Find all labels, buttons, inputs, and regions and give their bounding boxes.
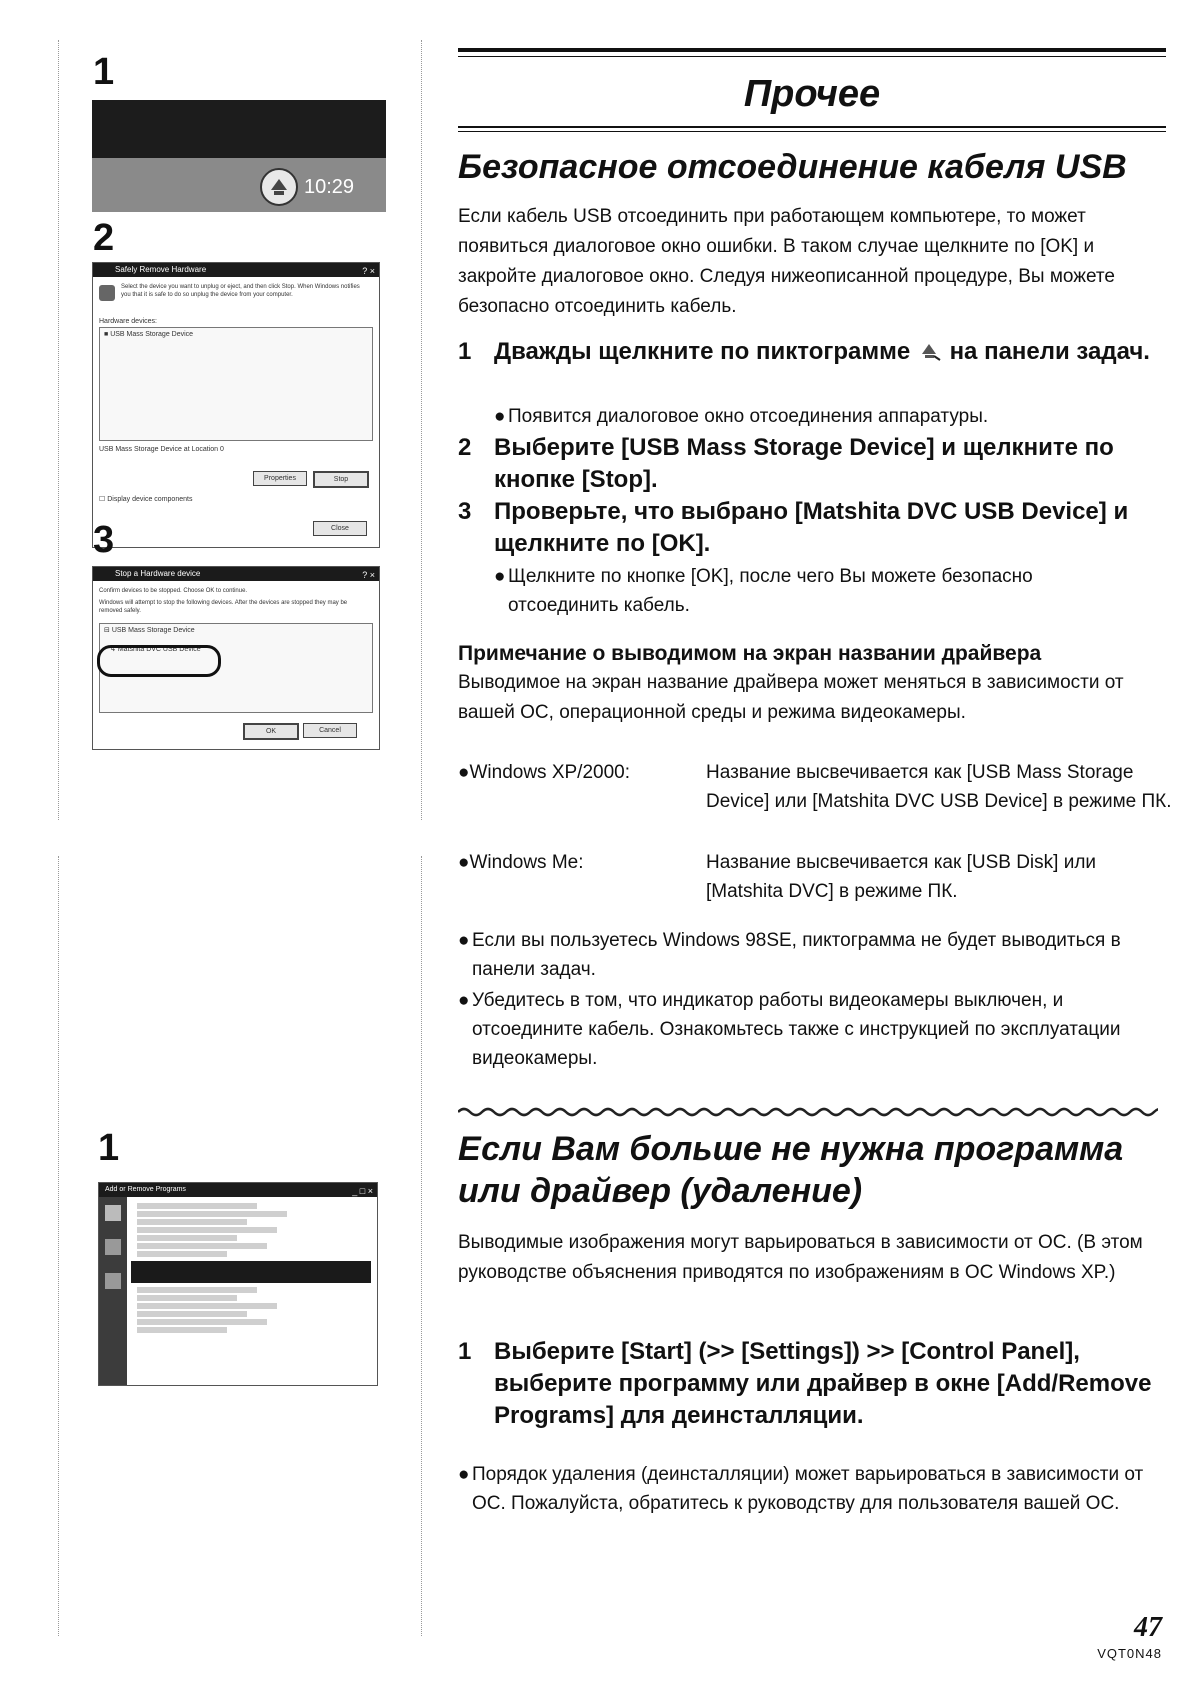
title-buttons[interactable]: _ □ × xyxy=(352,1186,373,1196)
os-description: Название высвечивается как [USB Disk] или [Matshita DVC] в режиме ПК. xyxy=(706,852,1097,902)
usb-intro: Если кабель USB отсоединить при работающем компьютере, то может появиться диалоговое окно ошибки. В таком случае щелкните по [OK] и закройте диалоговое окно. Следуя нижеописанной процедуре, Вы можете безопасно отсоединить кабель. xyxy=(458,206,1115,317)
uninstall-step-1 xyxy=(458,1336,1173,1432)
top-rule-thin xyxy=(458,56,1166,57)
taskbar-clock: 10:29 xyxy=(304,176,355,198)
dialog-instruction: Select the device you want to unplug or eject, and then click Stop. When Windows notifies you that it is safe to do so unplug the device from your computer. xyxy=(121,284,360,298)
dialog-title-bar xyxy=(93,567,379,581)
properties-button[interactable]: Properties xyxy=(253,471,307,486)
step-number: 3 xyxy=(93,519,115,561)
step1-note: ● Появится диалоговое окно отсоединения аппаратуры. xyxy=(494,406,989,427)
device-status: USB Mass Storage Device at Location 0 xyxy=(99,446,224,453)
add-remove-programs-screenshot xyxy=(98,1182,378,1386)
document-code: VQT0N48 xyxy=(1097,1646,1162,1661)
step-number: 2 xyxy=(93,217,115,259)
step3-note: ● Щелкните по кнопке [OK], после чего Вы можете безопасно отсоединить кабель. xyxy=(494,566,1033,616)
uninstall-heading: Если Вам больше не нужна программа или драйвер (удаление) xyxy=(458,1130,1124,1210)
step-text: Выберите [Start] (>> [Settings]) >> [Control Panel], выберите программу или драйвер в окне [Add/Remove Programs] для деинсталляции. xyxy=(494,1338,1152,1429)
ok-button[interactable]: OK xyxy=(243,723,299,740)
extra-note: ● Если вы пользуетесь Windows 98SE, пиктограмма не будет выводиться в панели задач. xyxy=(458,930,1121,980)
step-number: 1 xyxy=(458,1338,472,1365)
usb-step-1 xyxy=(458,336,1173,368)
dialog-title: Safely Remove Hardware xyxy=(115,265,207,274)
step-text: Выберите [USB Mass Storage Device] и щелкните по кнопке [Stop]. xyxy=(494,434,1114,493)
tree-child[interactable]: ↳ Matshita DVC USB Device xyxy=(110,646,201,653)
section-rule-thin xyxy=(458,131,1166,132)
section-title: Прочее xyxy=(743,73,881,115)
uninstall-note: ● Порядок удаления (деинсталляции) может варьироваться в зависимости от ОС. Пожалуйста, обратитесь к руководству для пользователя вашей ОС. xyxy=(458,1464,1144,1514)
os-name: ●Windows XP/2000: xyxy=(458,762,631,783)
safely-remove-hardware-icon xyxy=(917,340,943,362)
dialog-title: Add or Remove Programs xyxy=(105,1186,186,1193)
stop-button[interactable]: Stop xyxy=(313,471,369,488)
uninstall-intro: Выводимые изображения могут варьироваться в зависимости от ОС. (В этом руководстве объяснения приводятся по изображениям в ОС Windows XP.) xyxy=(458,1232,1143,1283)
top-rule xyxy=(458,48,1166,52)
dialog-title: Stop a Hardware device xyxy=(115,569,201,578)
os-name: ●Windows Me: xyxy=(458,852,584,873)
hardware-icon xyxy=(99,285,115,301)
device-list-item[interactable]: ■ USB Mass Storage Device xyxy=(104,331,194,338)
driver-note-title: Примечание о выводимом на экран названии драйвера xyxy=(458,642,1042,665)
title-buttons[interactable]: ? × xyxy=(362,266,375,276)
warning-text: Windows will attempt to stop the following devices. After the devices are stopped they may be removed safely. xyxy=(99,600,348,614)
windows-components-icon[interactable] xyxy=(105,1273,121,1289)
extra-note: ● Убедитесь в том, что индикатор работы видеокамеры выключен, и отсоедините кабель. Ознакомьтесь также с инструкцией по эксплуатации видеокамеры. xyxy=(458,990,1121,1069)
tree-root[interactable]: ⊟ USB Mass Storage Device xyxy=(104,627,195,634)
section-rule xyxy=(458,126,1166,128)
page-number: 47 xyxy=(1134,1612,1162,1643)
cancel-button[interactable]: Cancel xyxy=(303,723,357,738)
step-number: 1 xyxy=(98,1127,120,1169)
safely-remove-hardware-icon[interactable] xyxy=(260,168,298,206)
program-list[interactable] xyxy=(131,1201,371,1381)
step-text: Дважды щелкните по пиктограмме xyxy=(494,338,911,365)
device-list[interactable] xyxy=(99,327,373,441)
task-sidebar xyxy=(99,1197,127,1385)
section-divider xyxy=(458,1106,1158,1118)
safely-remove-hardware-dialog xyxy=(92,262,380,548)
step-text: на панели задач. xyxy=(949,338,1150,365)
highlight-circle xyxy=(97,645,221,677)
stop-hardware-dialog xyxy=(92,566,380,750)
dialog-title-bar xyxy=(93,263,379,277)
display-components-checkbox[interactable]: ☐ Display device components xyxy=(99,496,193,503)
close-button[interactable]: Close xyxy=(313,521,367,536)
dialog-title-bar xyxy=(99,1183,377,1197)
add-programs-icon[interactable] xyxy=(105,1239,121,1255)
step-number: 1 xyxy=(93,51,115,93)
step-number: 1 xyxy=(458,338,472,365)
step-text: Проверьте, что выбрано [Matshita DVC USB Device] и щелкните по [OK]. xyxy=(494,498,1129,557)
step-number: 3 xyxy=(458,498,472,525)
usb-heading: Безопасное отсоединение кабеля USB xyxy=(458,148,1127,186)
os-description: Название высвечивается как [USB Mass Storage Device] или [Matshita DVC USB Device] в режиме ПК. xyxy=(706,762,1172,812)
title-buttons[interactable]: ? × xyxy=(362,570,375,580)
change-programs-icon[interactable] xyxy=(105,1205,121,1221)
confirm-text: Confirm devices to be stopped. Choose OK to continue. xyxy=(99,588,248,594)
driver-note-text: Выводимое на экран название драйвера может меняться в зависимости от вашей ОС, операционной среды и режима видеокамеры. xyxy=(458,672,1124,723)
taskbar-screenshot xyxy=(92,100,386,212)
usb-step-3 xyxy=(458,496,1173,560)
selected-program-row[interactable] xyxy=(131,1261,371,1283)
usb-step-2 xyxy=(458,432,1173,496)
devices-label: Hardware devices: xyxy=(99,318,157,325)
step-number: 2 xyxy=(458,434,472,461)
